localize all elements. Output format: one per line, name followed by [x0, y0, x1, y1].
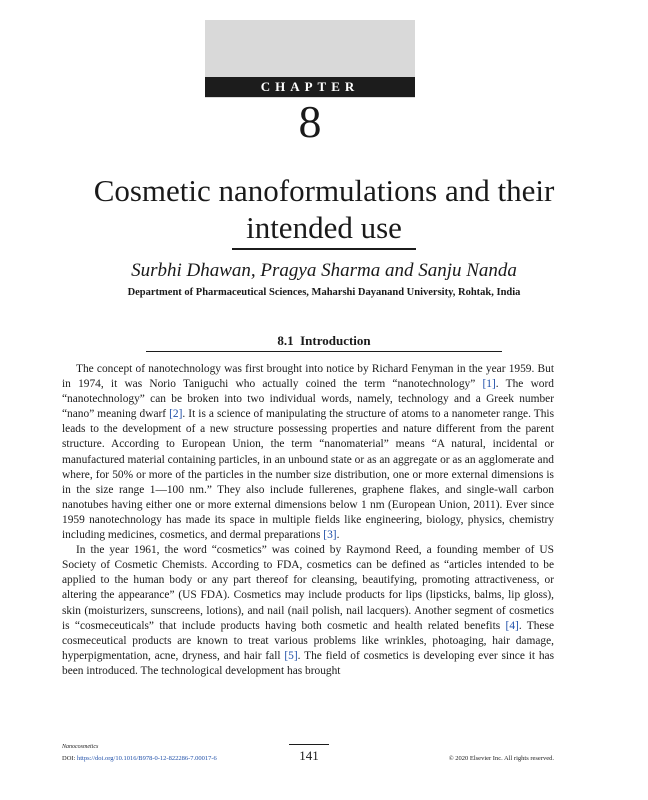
section-number: 8.1 [277, 333, 294, 348]
footer-divider [289, 744, 329, 745]
affiliation: Department of Pharmaceutical Sciences, Maharshi Dayanand University, Rohtak, India [127, 287, 521, 298]
text-run: In the year 1961, the word “cosmetics” was coined by Raymond Reed, a founding member of US Society of Cosmetic Chemists. According to FDA, cosmetics can be defined as “articles intended to be applied to the human body or any part thereof for cleansing, beautifying, promoting attractiveness, or altering the appearance” (US FDA). Cosmetics may include products for lips (lipsticks, balms, lip gloss), skin (moisturizers, sunscreens, lotions), and nail (nail polish, nail lacquers). Another segment of cosmetics is “cosmeceuticals” that include products having both cosmetic and health related benefits [62, 544, 554, 632]
body-text [62, 362, 554, 679]
citation-link[interactable]: [4] [505, 619, 519, 632]
doi-label: DOI: [62, 755, 77, 762]
paragraph [62, 543, 554, 679]
text-run: The concept of nanotechnology was first brought into notice by Richard Fenyman in the year 1959. But in 1974, it was Norio Taniguchi who actually coined the term “nanotechnology” [62, 363, 554, 391]
citation-link[interactable]: [5] [284, 649, 298, 662]
citation-link[interactable]: [3] [323, 529, 337, 542]
title-divider [232, 248, 416, 250]
section-heading [60, 332, 588, 350]
text-run: . The field of cosmetics is developing ever since it has been introduced. The technological development has brought [62, 649, 554, 677]
doi-link[interactable]: https://doi.org/10.1016/B978-0-12-822286-7.00017-6 [76, 755, 217, 762]
paragraph [62, 362, 554, 543]
copyright: © 2020 Elsevier Inc. All rights reserved. [448, 755, 554, 762]
chapter-label: CHAPTER [205, 77, 415, 97]
chapter-number: 8 [298, 96, 322, 147]
footer-doi [62, 755, 217, 762]
text-run: . The word “nanotechnology” can be broken into two individual words, namely, technology and a Greek number “nano” meaning dwarf [62, 378, 554, 421]
footer-journal: Nanocosmetics [62, 744, 99, 750]
citation-link[interactable]: [2] [169, 408, 183, 421]
section-divider [146, 351, 502, 352]
authors: Surbhi Dhawan, Pragya Sharma and Sanju Nanda [131, 260, 517, 281]
chapter-title: Cosmetic nanoformulations and their intended use [93, 173, 555, 245]
text-run: . It is a science of manipulating the structure of atoms to a nanometer range. This leads to the development of a new structure possessing properties and nature different from the parent structure. According to European Union, the term “nanomaterial” means “A natural, incidental or manufactured material containing particles, in an unbound state or as an aggregate or as an agglomerate and where, for 50% or more of the particles in the number size distribution, one or more external dimensions is in the size range 1—100 nm.” They also include fullerenes, graphene flakes, and single-wall carbon nanotubes having either one or more external dimensions below 1 nm (European Union, 2011). Ever since 1959 nanotechnology has made its space in multiple fields like engineering, biology, physics, chemistry including medicines, cosmetics, and dermal preparations [62, 408, 554, 542]
text-run: . [336, 529, 340, 542]
citation-link[interactable]: [1] [482, 378, 496, 391]
page-number: 141 [299, 748, 319, 763]
text-run: . These cosmeceutical products are known to treat various problems like wrinkles, photoaging, hair damage, hyperpigmentation, acne, dryness, and hair fall [62, 619, 554, 662]
section-title: Introduction [300, 333, 371, 348]
